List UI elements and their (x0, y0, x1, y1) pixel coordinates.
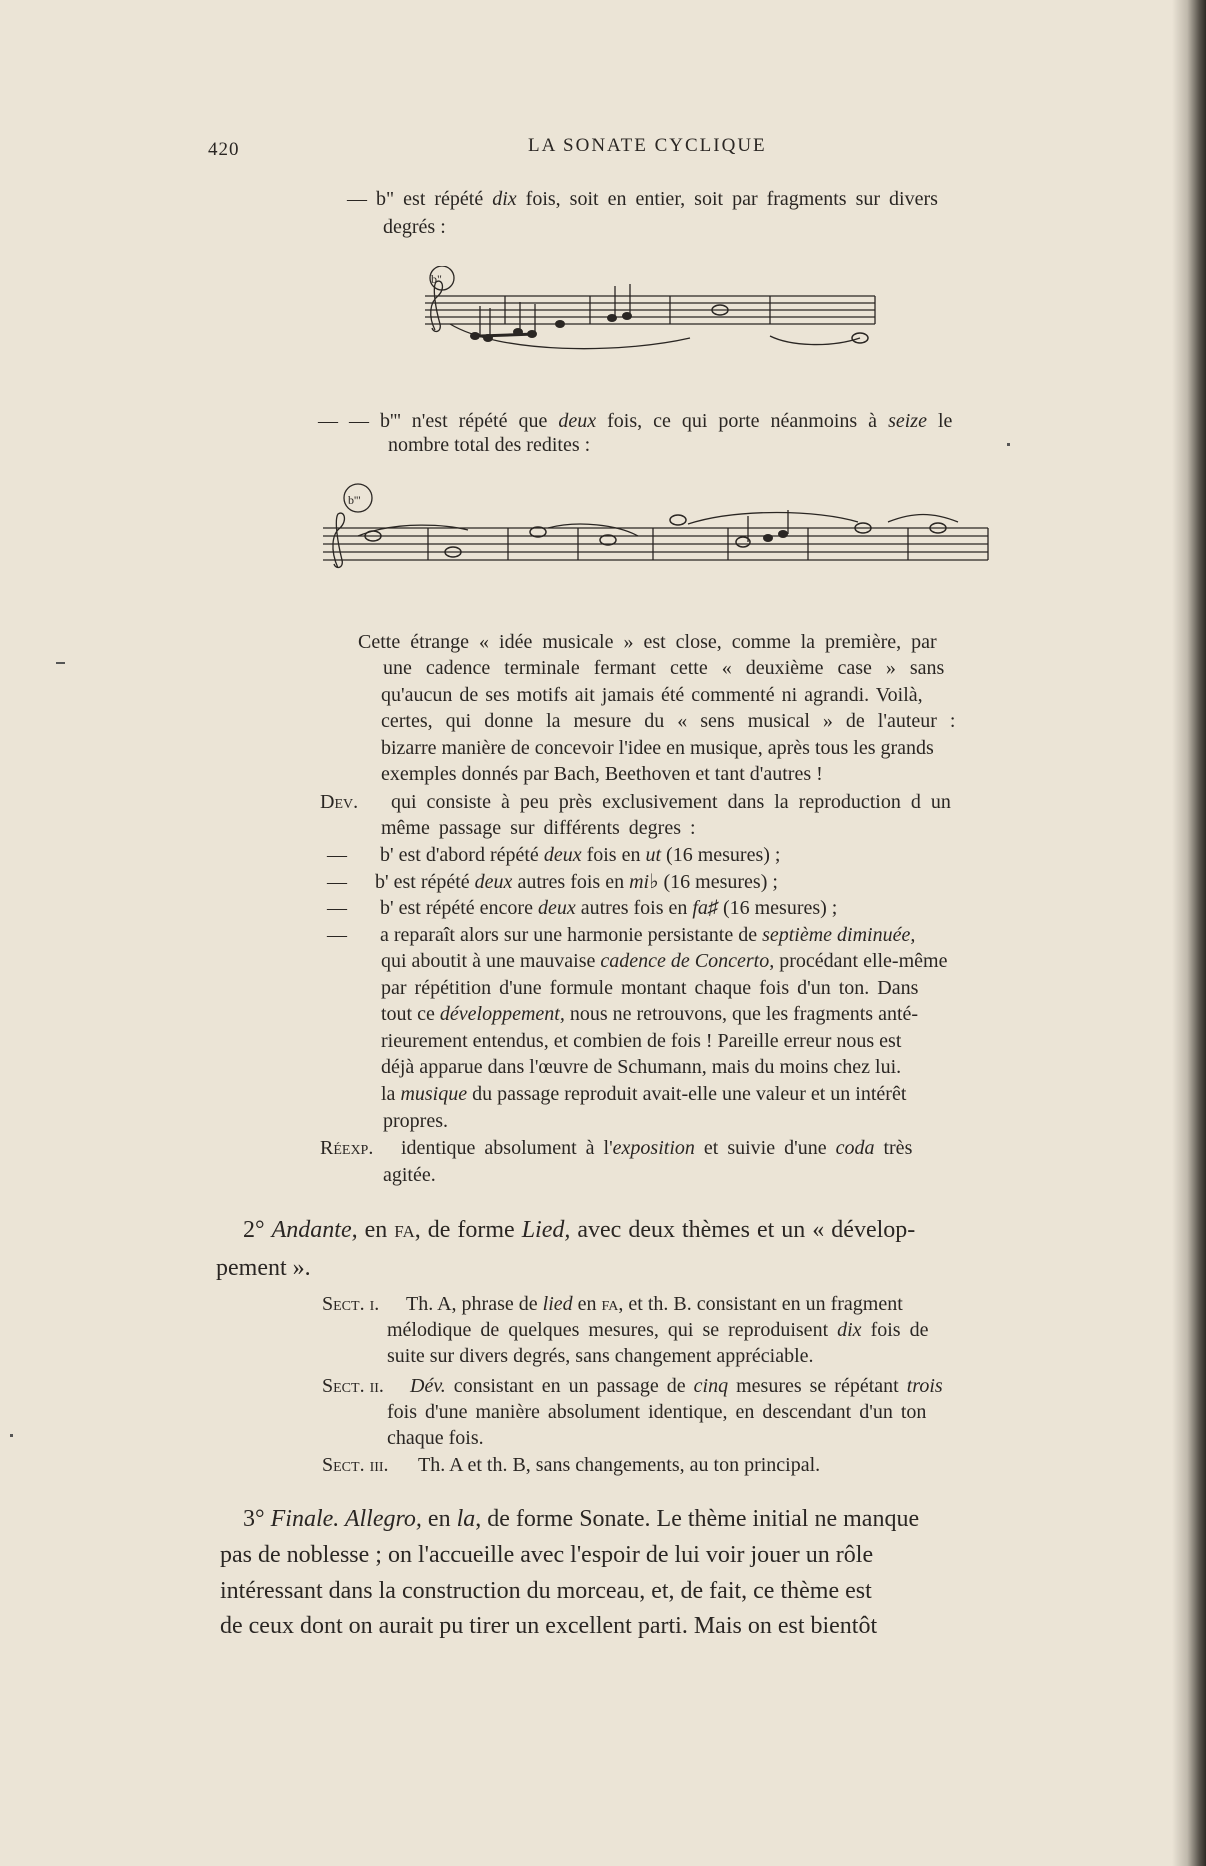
finale-line3: intéressant dans la construction du morceau, et, de fait, ce thème est (220, 1578, 872, 1604)
dev-item4-line6: déjà apparue dans l'œuvre de Schumann, mais du moins chez lui. (381, 1056, 902, 1078)
sect1-line1: Th. A, phrase de lied en fa, et th. B. consistant en un fragment (406, 1293, 903, 1315)
andante-line2: pement ». (216, 1255, 311, 1281)
dev-item4-line1: a reparaît alors sur une harmonie persistante de septième diminuée, (380, 924, 916, 946)
example1-line2: degrés : (383, 216, 446, 238)
sect1-line3: suite sur divers degrés, sans changement appréciable. (387, 1345, 814, 1367)
dev-item-dash: — (327, 897, 347, 919)
example1-line1: — b" est répété dix fois, soit en entier, soit par fragments sur divers (347, 188, 938, 210)
para1-line5: bizarre manière de concevoir l'idee en musique, après tous les grands (381, 737, 934, 759)
dev-item4-line3: par répétition d'une formule montant chaque fois d'un ton. Dans (381, 977, 919, 999)
sect1-line2: mélodique de quelques mesures, qui se reproduisent dix fois de (387, 1319, 929, 1341)
scan-speck (56, 662, 65, 664)
dev-item-dash: — (327, 844, 347, 866)
finale-line1: 3° Finale. Allegro, en la, de forme Sonate. Le thème initial ne manque (243, 1506, 920, 1532)
dev-item: b' est répété deux autres fois en mi♭ (16 mesures) ; (375, 871, 778, 893)
reexp-line2: agitée. (383, 1164, 436, 1186)
svg-text:b": b" (431, 272, 442, 286)
dev-item: b' est répété encore deux autres fois en fa♯ (16 mesures) ; (380, 897, 838, 919)
para1-line3: qu'aucun de ses motifs ait jamais été commenté ni agrandi. Voilà, (381, 684, 923, 706)
example2-line2: nombre total des redites : (388, 434, 591, 456)
sect2-label: Sect. ii. (322, 1375, 384, 1397)
svg-text:b''': b''' (348, 493, 361, 507)
finale-line2: pas de noblesse ; on l'accueille avec l'espoir de lui voir jouer un rôle (220, 1542, 874, 1568)
sect2-line2: fois d'une manière absolument identique, en descendant d'un ton (387, 1401, 927, 1423)
sect3-line1: Th. A et th. B, sans changements, au ton principal. (418, 1454, 821, 1476)
para1-line4: certes, qui donne la mesure du « sens musical » de l'auteur : (381, 710, 956, 732)
dev-item4-line5: rieurement entendus, et combien de fois ! Pareille erreur nous est (381, 1030, 902, 1052)
para1-line1: Cette étrange « idée musicale » est close, comme la première, par (358, 631, 937, 653)
dev-item: b' est d'abord répété deux fois en ut (16 mesures) ; (380, 844, 781, 866)
sect2-line3: chaque fois. (387, 1427, 484, 1449)
scan-speck (10, 1434, 13, 1437)
dev-label: Dev. (320, 791, 359, 813)
sect3-label: Sect. iii. (322, 1454, 389, 1476)
dev-item-dash: — (327, 871, 347, 893)
scan-speck (1007, 443, 1010, 446)
para1-line2: une cadence terminale fermant cette « deuxième case » sans (383, 657, 945, 679)
sect1-label: Sect. i. (322, 1293, 380, 1315)
running-head: LA SONATE CYCLIQUE (528, 135, 767, 156)
dev-item4-line2: qui aboutit à une mauvaise cadence de Concerto, procédant elle-même (381, 950, 948, 972)
dev-item4-line7: la musique du passage reproduit avait-elle une valeur et un intérêt (381, 1083, 907, 1105)
dev-item4-dash: — (327, 924, 347, 946)
dev-line1: qui consiste à peu près exclusivement dans la reproduction d un (391, 791, 951, 813)
music-example-2 (318, 480, 998, 580)
dev-item4-line4: tout ce développement, nous ne retrouvons, que les fragments anté- (381, 1003, 919, 1025)
reexp-label: Réexp. (320, 1137, 374, 1159)
andante-line1: 2° Andante, en fa, de forme Lied, avec deux thèmes et un « dévelop- (243, 1217, 916, 1243)
para1-line6: exemples donnés par Bach, Beethoven et tant d'autres ! (381, 763, 823, 785)
finale-line4: de ceux dont on aurait pu tirer un excellent parti. Mais on est bientôt (220, 1613, 878, 1639)
page-edge-shadow (1172, 0, 1206, 1866)
sect2-line1: Dév. consistant en un passage de cinq mesures se répétant trois (410, 1375, 943, 1397)
reexp-line1: identique absolument à l'exposition et suivie d'une coda très (401, 1137, 913, 1159)
dev-item4-line8: propres. (383, 1110, 448, 1132)
music-example-1 (420, 266, 880, 356)
example2-line1: — — b''' n'est répété que deux fois, ce qui porte néanmoins à seize le (318, 410, 953, 432)
page-number: 420 (208, 139, 240, 160)
dev-line2: même passage sur différents degres : (381, 817, 696, 839)
